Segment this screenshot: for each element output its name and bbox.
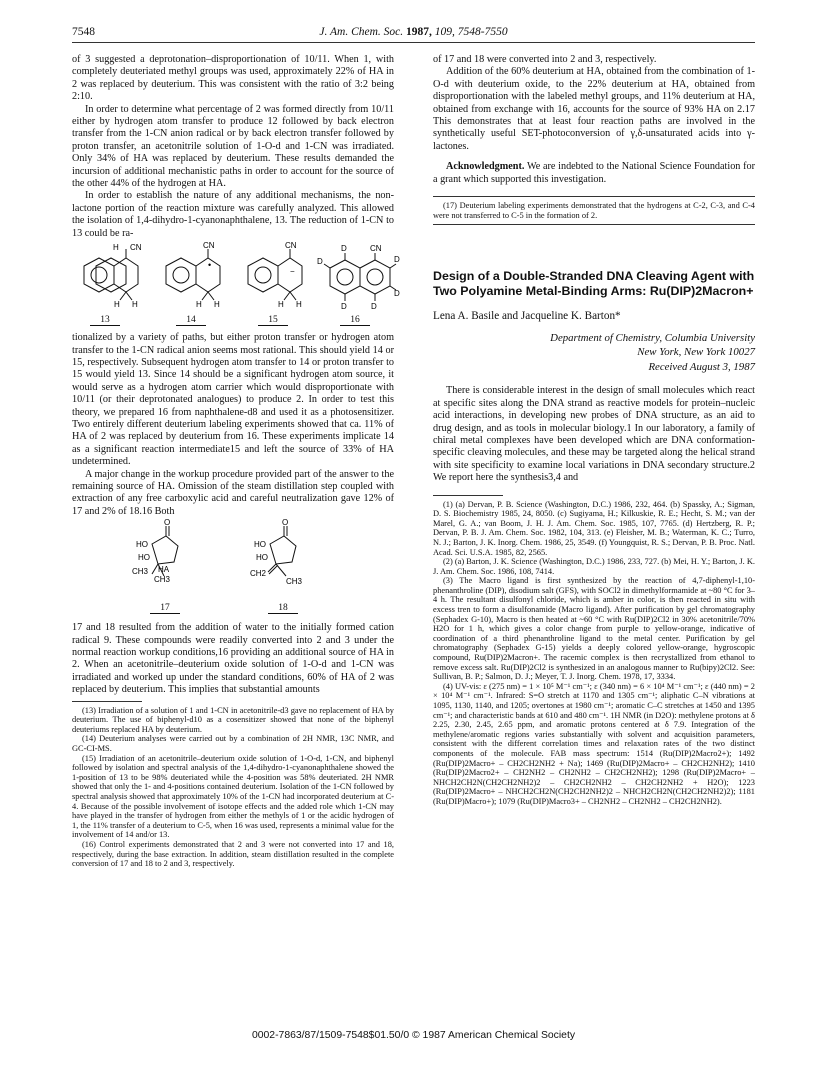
footnote-2: (2) (a) Barton, J. K. Science (Washington, D.C.) 1986, 233, 727. (b) Mei, H. Y.; Barton, J. K. J. Am. Chem. Soc. 1986, 108, 7414. [433,557,755,576]
svg-text:HO: HO [136,540,148,550]
svg-text:HA: HA [158,565,170,575]
journal-volume: 109, [434,26,455,38]
svg-text:H: H [278,300,284,310]
svg-text:CN: CN [130,243,142,253]
svg-text:HO: HO [256,553,268,563]
left-footnotes [72,706,394,869]
article-title: Design of a Double-Stranded DNA Cleaving Agent with Two Polyamine Metal-Binding Arms: Ru(DIP)2Macron+ [433,269,755,298]
structure-15 [244,241,306,318]
paragraph: In order to establish the nature of any additional mechanisms, the non-lactone portion of the reaction mixture was carefully analyzed. This allowed the isolation of 1,4-dihydro-1-cyanonaphthalene, 13. The reduction of 1-CN to 13 could be ra- [72,190,394,239]
structure-17 [132,518,202,606]
copyright-footer: 0002-7863/87/1509-7548$01.50/0 © 1987 American Chemical Society [251,1030,576,1041]
svg-text:D: D [394,289,400,299]
footnote-13: (13) Irradiation of a solution of 1 and 1-CN in acetonitrile-d3 gave no replacement of HA by deuterium. The use of biphenyl-d10 as a cosensitizer showed that none of the biphenyl deuteriums replaced HA by deuterium. [72,705,394,734]
svg-text:D: D [371,302,377,312]
right-column [433,54,755,807]
svg-text:HO: HO [138,553,150,563]
label-18: 18 [268,604,298,614]
svg-text:H: H [196,300,202,310]
label-17: 17 [150,604,180,614]
page-number: 7548 [72,26,95,38]
svg-text:O: O [164,518,171,528]
svg-text:H: H [296,300,302,310]
affiliation-2: New York, New York 10027 [637,345,755,358]
structures-13-16 [72,241,400,330]
structure-18 [250,518,320,606]
label-15: 15 [258,316,288,326]
received-date: Received August 3, 1987 [648,360,755,373]
svg-text:CH2: CH2 [250,569,267,579]
footnote-15: (15) Irradiation of an acetonitrile–deuterium oxide solution of 1-O-d, 1-CN, and biphenyl followed by isolation and spectral analysis of the 1,4-dihydro-1-cyanonaphthalene showed the 1-position of 13 to be 98% deuteriated while the 4-position was 58% deuteriated. 2H NMR showed that only the 1- and 4-positions contained deuterium. Isolation of the 1-CN followed by spectral analysis showed that approximately 10% of the 1-CN had incorporated deuterium at C-4. Because of the possible involvement of isotope effects and the added role which 1-CN may have played in the transfer of hydrogen from either the methyls of 1 or the acidic hydrogen of 1, the 11% transfer of a deuterium to C-5, when 16 was used, represents a minimal value for the involvement of 14 and/or 13. [72,753,394,840]
svg-text:O: O [282,518,289,528]
header-rule [72,42,755,43]
svg-text:H: H [132,300,138,310]
footnote-14: (14) Deuterium analyses were carried out by a combination of 2H NMR, 13C NMR, and GC-CI-MS. [72,734,394,753]
svg-text:HO: HO [254,540,266,550]
article-body: There is considerable interest in the design of small molecules which react at specific sites along the DNA strand as reactive models for protein–nucleic acid interactions, in developing new probes of DNA structure, as an aid to drug design, and as tools in molecular biology.1 In our laboratory, a family of chiral metal complexes have been developed which are DNA conformation-specific cleaving molecules, and these may be targeted along the helical strand with site specificity to examine local variations in DNA secondary structure.2 We report here the synthesis3,4 and [433,385,755,484]
acknowledgment [433,161,755,186]
svg-text:•: • [208,260,212,271]
svg-text:D: D [394,255,400,265]
footnote-rule [72,701,142,702]
svg-text:CH3: CH3 [132,567,149,577]
svg-text:D: D [341,302,347,312]
authors: Lena A. Basile and Jacqueline K. Barton* [433,310,621,323]
paragraph: A major change in the workup procedure provided part of the answer to the remaining source of HA. Omission of the steam distillation step coupled with extraction of any free carboxylic acid and careful neutralization gave 12% of 17 and 2% of 18.16 Both [72,468,394,517]
footnote-3: (3) The Macro ligand is first synthesized by the reaction of 4,7-diphenyl-1,10-phenanthroline (DIP), disodium salt (GFS), with SOCl2 in dimethylformamide at ~80 °C for 3–4 h. The resultant disulfonyl chloride, which is amber in color, is then reacted in situ with excess tren to form a disulfonamide (Macro ligand). After purification by gel chromatography (Sephadex G-10), Macro is then heated at ~60 °C with Ru(DIP)2Cl2 in 30% acetonitrile/70% H2O for 1 h, which gives a color change from purple to yellow-orange, indicative of coordination of a third phenanthroline ligand to the metal center. Purification by gel chromatography (Sephadex G-15) yields a deeply colored yellow-orange, hygroscopic compound, Ru(DIP)2Macron+. The racemic complex is then recrystallized from ethanol to remove excess salt. Ru(DIP)2Cl2 is synthesized in an analogous manner to Ru(bipy)2Cl2. See: Sullivan, B. P.; Salmon, D. J.; Meyer, T. J. Inorg. Chem. 1978, 17, 3334. [433,576,755,682]
paragraph: of 3 suggested a deprotonation–disproportionation of 10/11. When 1, with completely deuteriated methyl groups was used, approximately 22% of HA in 2 was replaced by deuterium. This was consistent with the ratio of 3:2 being 2:10. [72,54,394,103]
footnote-17-box [433,196,755,225]
acknowledgment-label: Acknowledgment. [446,161,525,173]
svg-text:D: D [317,257,323,267]
label-16: 16 [340,316,370,326]
svg-text:D: D [341,244,347,254]
svg-text:CH3: CH3 [286,577,303,587]
paragraph: In order to determine what percentage of 2 was formed directly from 10/11 either by hydrogen atom transfer to produce 12 followed by back electron transfer from the 1-CN anion radical or by back electron transfer followed by proton transfer, an acetonitrile solution of 1-O-d and 1-CN was irradiated. Only 34% of HA was replaced by deuterium. These results demanded the incursion of additional mechanistic paths in order to account for the source of the other 44% of the hydrogen at HA. [72,103,394,190]
svg-text:CN: CN [370,244,382,254]
label-13: 13 [90,316,120,326]
structure-16 [317,244,400,324]
svg-text:CN: CN [203,241,215,251]
journal-pages: 7548-7550 [457,26,508,38]
acknowledgment-text: We are indebted to the National Science Foundation for a grant which supported this investigation. [433,161,755,185]
journal-name: J. Am. Chem. Soc. [319,26,404,38]
footnote-rule [433,495,503,496]
footnote-1: (1) (a) Dervan, P. B. Science (Washington, D.C.) 1986, 232, 464. (b) Spassky, A.; Sigman, D. S. Biochemistry 1985, 24, 8050. (c) Sugiyama, H.; Kilkuskie, R. E.; Hecht, S. M.; van der Marel, G. A.; van Boom, J. H. J. Am. Chem. Soc. 1985, 107, 7765. (d) Hertzberg, R. P.; Dervan, P. B. J. Am. Chem. Soc. 1982, 104, 313. (e) Fleisher, M. B.; Waterman, K. C.; Turro, N. J.; Barton, J. K. Inorg. Chem. 1986, 25, 3549. (f) Youngquist, R. S.; Dervan, P. B. Proc. Natl. Acad. Sci. U.S.A. 1985, 82, 2565. [433,499,755,557]
svg-text:−: − [290,267,295,277]
paragraph: of 17 and 18 were converted into 2 and 3, respectively. [433,54,657,65]
svg-text:H: H [214,300,220,310]
svg-text:H: H [113,243,119,253]
running-head [0,26,827,38]
structures-17-18 [72,518,394,620]
footnote-17: (17) Deuterium labeling experiments demonstrated that the hydrogens at C-2, C-3, and C-4 were not transferred to C-5 in the formation of 2. [433,201,755,220]
svg-text:H: H [114,300,120,310]
left-column [72,54,400,869]
svg-text:CN: CN [285,241,297,251]
structure-14 [162,241,224,318]
structure-13 [80,244,142,318]
label-14: 14 [176,316,206,326]
svg-text:CH3: CH3 [154,575,171,585]
right-footnotes [433,500,755,807]
footnote-4: (4) UV-vis: ε (275 nm) = 1 × 10⁵ M⁻¹ cm⁻¹; ε (340 nm) = 6 × 10⁴ M⁻¹ cm⁻¹; ε (440 nm) = 2 × 10⁴ M⁻¹ cm⁻¹. Infrared: S=O stretch at 1170 and 1305 cm⁻¹; aliphatic C–N vibrations at 1095, 1130, 1140, and 1205; overtones at 1980 cm⁻¹; aromatic C–C stretches at 1450 and 1395 cm⁻¹; and characteristic bands at 610 and 480 cm⁻¹. 1H NMR (in D2O): methylene protons at δ 2.25, 2.30, 2.45, 2.65 ppm, and aromatic protons centered at δ 7.9. Integration of the methylene/aromatic regions varies substantially with solvent and acquisition parameters, consistent with the different correlation times and relaxation rates of the two distinct components of the molecule. FAB mass spectrum: 1514 (Ru(DIP)2Macro2+); 1492 (Ru(DIP)2Macro+ – CH2CH2NH2 + Na); 1469 (Ru(DIP)2Macro+ – CH2CH2NH2); 1410 (Ru(DIP)2Macro2+ – CH2NH2 – CH2NH2 – CH2CH2NH2); 1298 (Ru(DIP)2Macro+ – NHCH2CH2N(CH2CH2NH2)2 – CH2CH2NH2 – CH2CH2NH2 + H2O); 1223 (Ru(DIP)2Macro+ – NHCH2CH2N(CH2CH2NH2)2 – NHCH2CH2N(CH2CH2NH2)2); 1181 (Ru(DIP)Macro+); 1079 (Ru(DIP)Macro3+ – CH2NH2 – CH2NH2 – CH2CH2NH2). [433,681,755,806]
paragraph: Addition of the 60% deuterium at HA, obtained from the combination of 1-O-d with deuterium oxide, to the 22% deuterium at HA, obtained from disproportionation with the labeled methyl groups, and 11% deuterium at HA, obtained from exchange with 16, accounts for the source of 93% HA on 2.17 This demonstrates that at least four reaction paths are involved in the synthetically useful SET-photoconversion of γ,δ-unsaturated acids into γ-lactones. [433,66,755,152]
affiliation-1: Department of Chemistry, Columbia University [550,332,755,345]
footnote-16: (16) Control experiments demonstrated that 2 and 3 were not converted into 17 and 18, respectively, during the base extraction. In addition, steam distillation resulted in the complete conversion of 17 and 18 to 2 and 3, respectively. [72,839,394,869]
paragraph: 17 and 18 resulted from the addition of water to the initially formed cation radical 9. These compounds were readily converted into 2 and 3 under the normal reaction workup conditions,16 providing an additional source of HA in 2. When an acetonitrile–deuterium oxide solution of 1-O-d and 1-CN was irradiated and worked up under the standard conditions, 60% of HA of 2 was replaced by deuterium. This implies that substantial amounts [72,622,394,696]
journal-year: 1987, [406,26,432,38]
paragraph: tionalized by a variety of paths, but either proton transfer or hydrogen atom transfer to the 1-CN radical anion seems most rational. This should yield 14 or 15, respectively. Subsequent hydrogen atom transfer to 14 or proton transfer to 15 would yield 13. Since 14 should be a significant hydrogen atom source, it would serve as a hydrogen atom carrier which would disproportionate with 10/11 (or their deprotonated analogues) to produce 2. In order to test this theory, we prepared 16 from naphthalene-d8 and used it as a photosensitizer. Two entirely different deuterium labeling experiments showed that ca. 11% of HA of 2 was replaced by deuterium from 16. These experiments implicate 14 as a significant reaction intermediate15 and left the source of 33% of HA undetermined. [72,332,394,468]
